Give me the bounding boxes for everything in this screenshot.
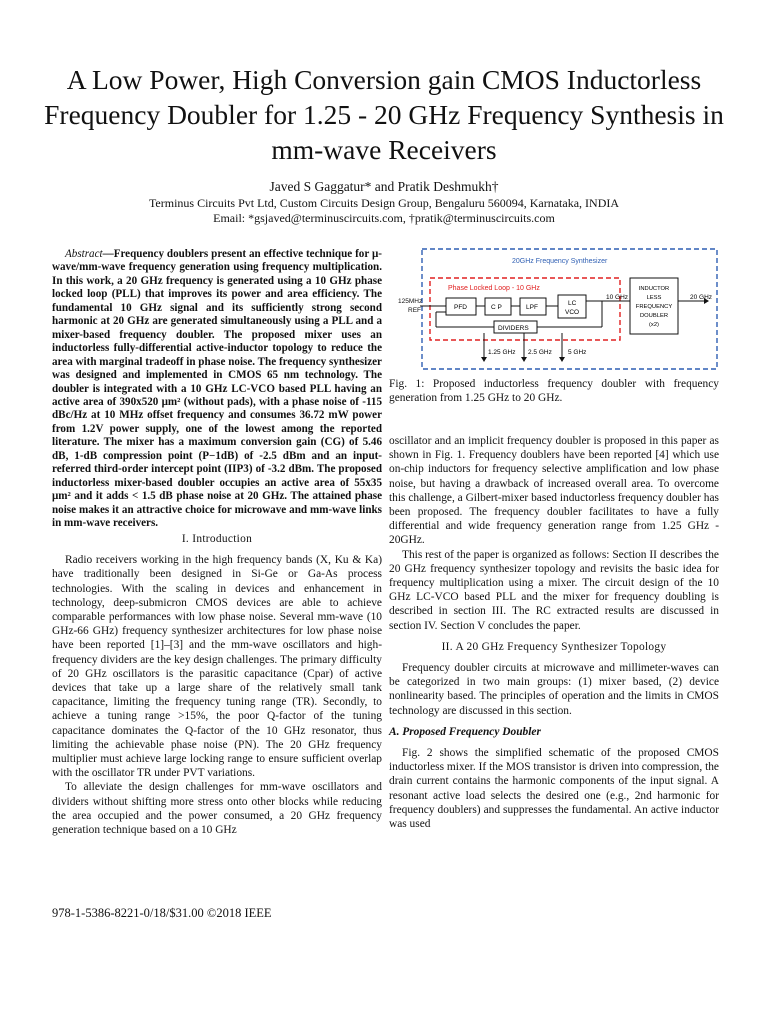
doubler-line-1: INDUCTOR	[638, 286, 670, 292]
vco-label-1: LC	[568, 300, 577, 307]
abstract	[52, 248, 382, 531]
section-2-paragraph-2: Fig. 2 shows the simplified schematic of the proposed CMOS inductorless mixer. If the MOS transistor is driven into compression, the drain current contains the harmonic components of the input signal. A resonant active load selects the desired one (e.g., 2nd harmonic for frequency doublers) and suppresses the fundamental. An active inductor was used	[389, 747, 719, 831]
figure-1-caption: Fig. 1: Proposed inductorless frequency doubler with frequency generation from 1.25 GHz to 20 GHz.	[389, 378, 719, 405]
doubler-line-4: DOUBLER	[639, 313, 669, 319]
doubler-line-2: LESS	[646, 295, 662, 301]
intro-paragraph-2: To alleviate the design challenges for mm-wave oscillators and dividers without shifting more stress onto other blocks while reducing the area occupied and the power consumed, a 20 GHz frequency generation technique based on a 10 GHz	[52, 781, 382, 837]
right-paragraph-1: oscillator and an implicit frequency doubler is proposed in this paper as shown in Fig. 1. Frequency doublers have been reported [4] which use on-chip inductors for frequency selective amplification and low phase noise, but having a drawback of increased overall area. To overcome this challenge, a Gilbert-mixer based inductorless frequency doubler has been proposed. The frequency doubler facilitates to have a fully differential and wide frequency generation range from 1.25 GHz - 20GHz.	[389, 435, 719, 547]
out-25-label: 2.5 GHz	[528, 349, 552, 356]
intro-heading: I. Introduction	[181, 533, 253, 545]
copyright-footer: 978-1-5386-8221-0/18/$31.00 ©2018 IEEE	[52, 906, 272, 920]
abstract-label: Abstract	[65, 248, 103, 260]
email: Email: *gsjaved@terminuscircuits.com, †pratik@terminuscircuits.com	[213, 211, 555, 225]
affiliation: Terminus Circuits Pvt Ltd, Custom Circuits Design Group, Bengaluru 560094, Karnataka, INDIA	[148, 196, 620, 210]
doubler-line-5: (x2)	[649, 322, 659, 328]
authors: Javed S Gaggatur* and Pratik Deshmukh†	[269, 179, 499, 194]
intro-paragraph-1: Radio receivers working in the high frequency bands (X, Ku & Ka) have traditionally been designed in Si-Ge or Ga-As process technologies. With the scaling in devices and enhancement in technology, deep-submicron CMOS devices are able to achieve comparable performances with low phase noise. Several mm-wave (10 GHz-66 GHz) frequency synthesizer architectures for low phase noise have been reported [1]–[3] and the mm-wave oscillators and high-frequency dividers are the key design challenges. The primary difficulty of 20 GHz oscillators is the parasitic capacitance (Cpar) of active devices that take up a large share of the relatively small tank capacitance, limiting the frequency tuning range (TR). Secondly, to achieve a tuning range >15%, the poor Q-factor of the tuning capacitance dominates the Q-factor of the 10 GHz resonator, thus limiting the achievable phase noise (PN). The 20 GHz frequency multiplier must achieve large locking range to ensure sufficient overlap with the oscillator TR under PVT variations.	[52, 554, 382, 780]
right-paragraph-2: This rest of the paper is organized as follows: Section II describes the 20 GHz frequency synthesizer topology and revisits the basic idea for frequency multiplication using a mixer. The circuit design of the 10 GHz LC-VCO based PLL and the mixer for frequency doubling is described in section III. The RC extracted results are discussed in section IV. Section V concludes the paper.	[389, 548, 719, 632]
f10-label: 10 GHz	[606, 294, 629, 301]
left-column	[52, 532, 382, 837]
cp-label: C P	[491, 304, 502, 311]
ref-frequency: 125MHz	[398, 298, 423, 305]
figure-1-block-diagram	[392, 246, 722, 372]
out-5-label: 5 GHz	[568, 349, 587, 356]
dividers-label: DIVIDERS	[498, 325, 529, 332]
subsection-a-heading: A. Proposed Frequency Doubler	[389, 725, 541, 738]
section-2-heading: II. A 20 GHz Frequency Synthesizer Topology	[441, 640, 667, 653]
pll-label: Phase Locked Loop - 10 GHz	[448, 285, 540, 292]
f20-label: 20 GHz	[690, 294, 713, 301]
ref-label: REF	[408, 307, 421, 314]
right-column	[389, 434, 719, 831]
abstract-text: —Frequency doublers present an effective technique for μ-wave/mm-wave frequency generation using frequency multiplication. In this work, a 20 GHz frequency is generated using a 10 GHz phase locked loop (PLL) that improves its power and area efficiency. The fundamental 10 GHz signal and its sufficiently strong second harmonic at 20 GHz are generated simultaneously using a PLL and a mixer-based frequency doubler. The proposed mixer uses an inductorless fully-differential active-inductor topology to reduce the area with marginal tradeoff in phase noise. The frequency synthesizer was designed and implemented in CMOS 65 nm technology. The doubler is integrated with a 10 GHz LC-VCO based PLL having an active area of 390x520 μm² (without pads), with a phase noise of -115 dBc/Hz at 10 MHz offset frequency and consumes 36.72 mW power from 1.2V power supply, one of the lowest among the reported literature. The mixer has a maximum conversion gain (CG) of 5.46 dB, 1-dB compression point (P−1dB) of -2.5 dBm and an input-referred third-order intercept point (IIP3) of -3.2 dBm. The proposed inductorless mixer-based doubler occupies an active area of 55x35 μm² and it adds < 1.5 dB phase noise at 20 GHz. The attained phase noise makes it an attractive choice for microwave and mm-wave links in mm-wave receivers.	[52, 248, 382, 530]
synthesizer-label: 20GHz Frequency Synthesizer	[512, 258, 608, 265]
paper-title: A Low Power, High Conversion gain CMOS Inductorless Frequency Doubler for 1.25 - 20 GHz Frequency Synthesis in mm-wave Receivers	[44, 64, 724, 165]
section-2-paragraph-1: Frequency doubler circuits at microwave and millimeter-waves can be categorized in two main groups: (1) mixer based, (2) device nonlinearity based. The principles of operation and the limits in CMOS technology are discussed in this section.	[389, 662, 719, 717]
out-125-label: 1.25 GHz	[488, 349, 516, 356]
lpf-label: LPF	[526, 304, 538, 311]
doubler-line-3: FREQUENCY	[635, 304, 673, 310]
vco-label-2: VCO	[565, 309, 580, 316]
pfd-label: PFD	[454, 304, 467, 311]
